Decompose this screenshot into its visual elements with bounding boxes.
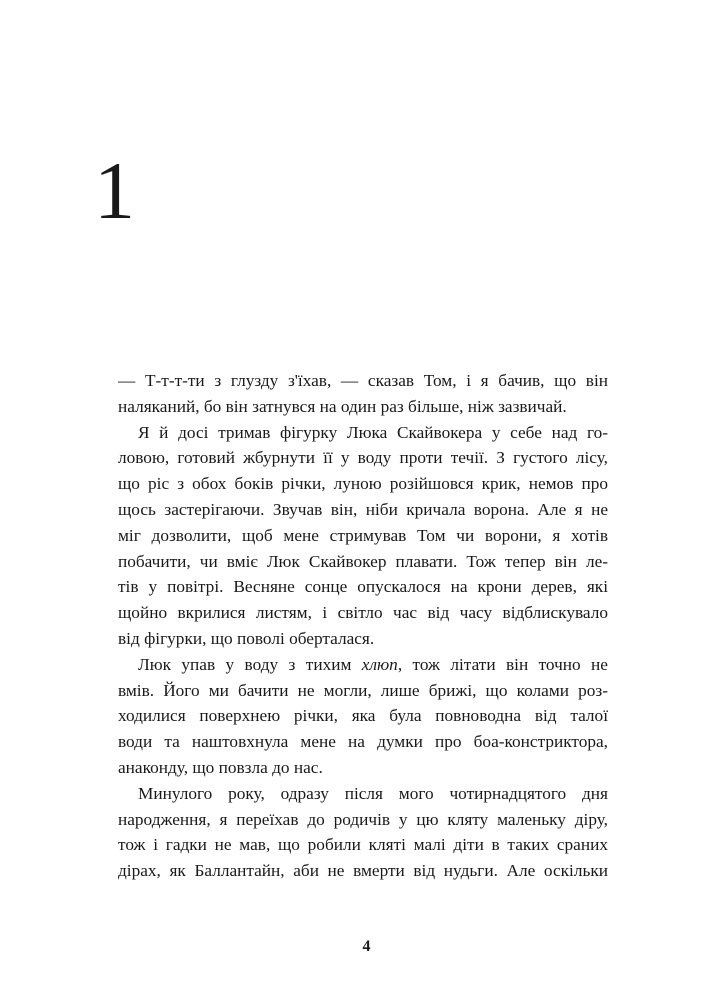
- text-line: анаконду, що повзла до нас.: [118, 757, 323, 777]
- text-line: Минулого року, одразу після мого чотирнадцятого дня: [138, 783, 608, 803]
- text-line: — Т-т-т-ти з глузду з'їхав, — сказав Том, і я бачив, що він: [118, 371, 608, 390]
- paragraph: [118, 420, 608, 652]
- text-line: щойно вкрилися листям, і світло час від часу відблискувало: [118, 603, 608, 623]
- text-line: від фігурки, що поволі оберталася.: [118, 628, 375, 648]
- text-line: ходилися поверхнею річки, яка була повноводна від талої: [118, 706, 608, 726]
- text-line: ловою, готовий жбурнути її у воду проти течії. З густого лісу,: [118, 448, 608, 468]
- body-text: [118, 368, 608, 884]
- text-line: Я й досі тримав фігурку Люка Скайвокера у себе над го-: [138, 422, 608, 442]
- text-line: що ріс з обох боків річки, луною розійшовся крик, немов про: [118, 474, 608, 494]
- paragraph: [118, 368, 608, 420]
- chapter-number: 1: [94, 145, 135, 236]
- text-line: наляканий, бо він затнувся на один раз більше, ніж зазвичай.: [118, 396, 567, 416]
- text-line: щось застерігаючи. Звучав він, ніби кричала ворона. Але я не: [118, 499, 608, 519]
- paragraph: [118, 652, 608, 781]
- text-line: міг дозволити, щоб мене стримував Том чи ворони, я хотів: [118, 525, 608, 545]
- text-line: тож і гадки не мав, що робили кляті малі діти в таких сраних: [118, 835, 608, 855]
- page-number: 4: [362, 938, 371, 955]
- text-line: тів у повітрі. Весняне сонце опускалося на крони дерев, які: [118, 577, 608, 597]
- text-line: побачити, чи вміє Люк Скайвокер плавати. Тож тепер він ле-: [118, 551, 608, 571]
- text-line: води та наштовхнула мене на думки про боа-констриктора,: [118, 732, 608, 752]
- paragraph: [118, 781, 608, 884]
- italic-word: хлюп: [361, 654, 398, 674]
- text-line: дірах, як Баллантайн, аби не вмерти від нудьги. Але оскільки: [118, 861, 608, 881]
- text-run: Люк упав у воду з тихим: [138, 654, 362, 674]
- text-run: , тож літати він точно не: [397, 654, 608, 674]
- text-line: вмів. Його ми бачити не могли, лише брижі, що колами роз-: [118, 680, 608, 700]
- text-line: народження, я переїхав до родичів у цю кляту маленьку діру,: [118, 809, 608, 829]
- text-line: [118, 652, 608, 678]
